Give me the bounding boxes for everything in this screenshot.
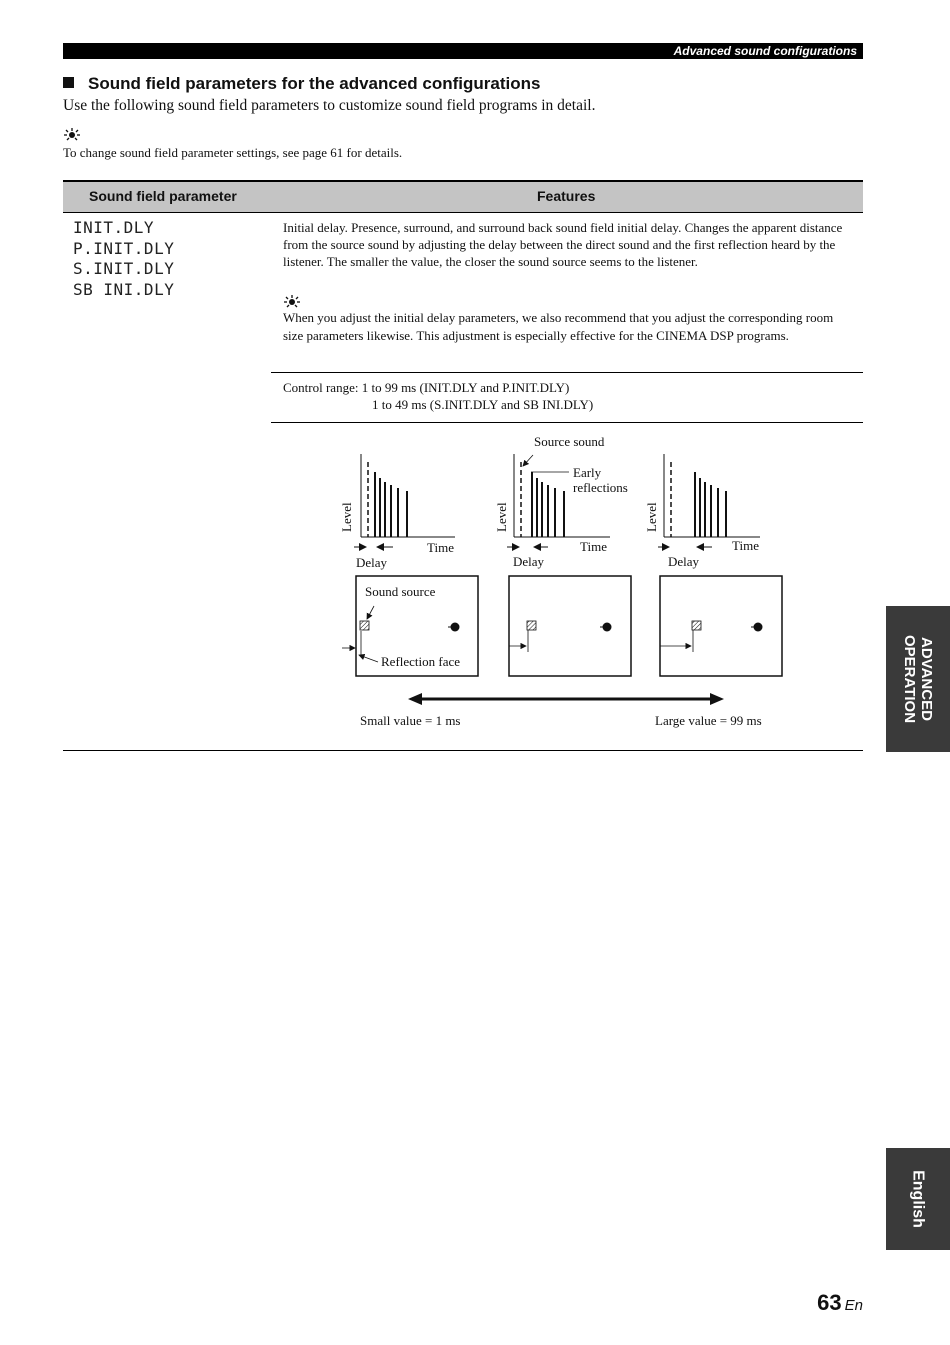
time-label: Time [732,538,759,553]
time-label: Time [580,539,607,554]
level-time-graph-small [354,454,455,547]
tab-advanced-operation[interactable] [886,606,950,752]
sound-source-label: Sound source [365,584,436,599]
feature-description: Initial delay. Presence, surround, and surround back sound field initial delay. Changes the apparent distance from the source sound by adjusting the delay between the direct sound and the first reflection heard by the listener. The smaller the value, the closer the sound source seems to the listener. [283,220,843,269]
section-title-text: Sound field parameters for the advanced configurations [88,74,541,93]
delay-label: Delay [513,554,545,569]
tab-advanced-line2: OPERATION [901,634,918,724]
page-language-suffix: En [844,1297,863,1314]
large-value-label: Large value = 99 ms [655,713,762,728]
time-label: Time [427,540,454,555]
param-sb-ini-dly: SB INI.DLY [73,279,175,299]
control-range-line1: Control range: 1 to 99 ms (INIT.DLY and P.INIT.DLY) [283,380,570,395]
tab-advanced-label [901,635,935,723]
header-title: Advanced sound configurations [673,44,857,58]
tab-english-label: English [909,1170,927,1228]
feature-tip: When you adjust the initial delay parameters, we also recommend that you adjust the corresponding room size parameters likewise. This adjustment is especially effective for the CINEMA DSP programs. [283,310,834,343]
page-number-value: 63 [817,1290,842,1315]
level-time-graph-large [658,454,760,547]
header-parameter: Sound field parameter [89,188,237,204]
delay-label: Delay [356,555,388,570]
tab-english[interactable] [886,1148,950,1250]
level-label: Level [644,502,659,532]
early-reflections-label-1: Early [573,465,602,480]
divider [63,750,863,751]
intro-text: Use the following sound field parameters to customize sound field programs in detail. [63,97,596,114]
source-sound-label: Source sound [534,434,605,449]
control-range-line2: 1 to 49 ms (S.INIT.DLY and SB INI.DLY) [372,397,594,412]
small-value-label: Small value = 1 ms [360,713,461,728]
page-number [817,1290,863,1316]
room-box-medium [509,576,631,676]
value-range-arrow [408,693,724,705]
param-init-dly: INIT.DLY [73,218,155,237]
early-reflections-label-2: reflections [573,480,628,495]
tab-advanced-line1: ADVANCED [918,637,935,721]
tip-text: To change sound field parameter settings, see page 61 for details. [63,145,403,160]
level-label: Level [339,502,354,532]
level-label: Level [494,502,509,532]
header-features: Features [537,188,596,204]
delay-label: Delay [668,554,700,569]
param-s-init-dly: S.INIT.DLY [73,259,175,278]
reflection-face-label: Reflection face [381,654,461,669]
room-box-large [660,576,782,676]
param-p-init-dly: P.INIT.DLY [73,238,175,258]
